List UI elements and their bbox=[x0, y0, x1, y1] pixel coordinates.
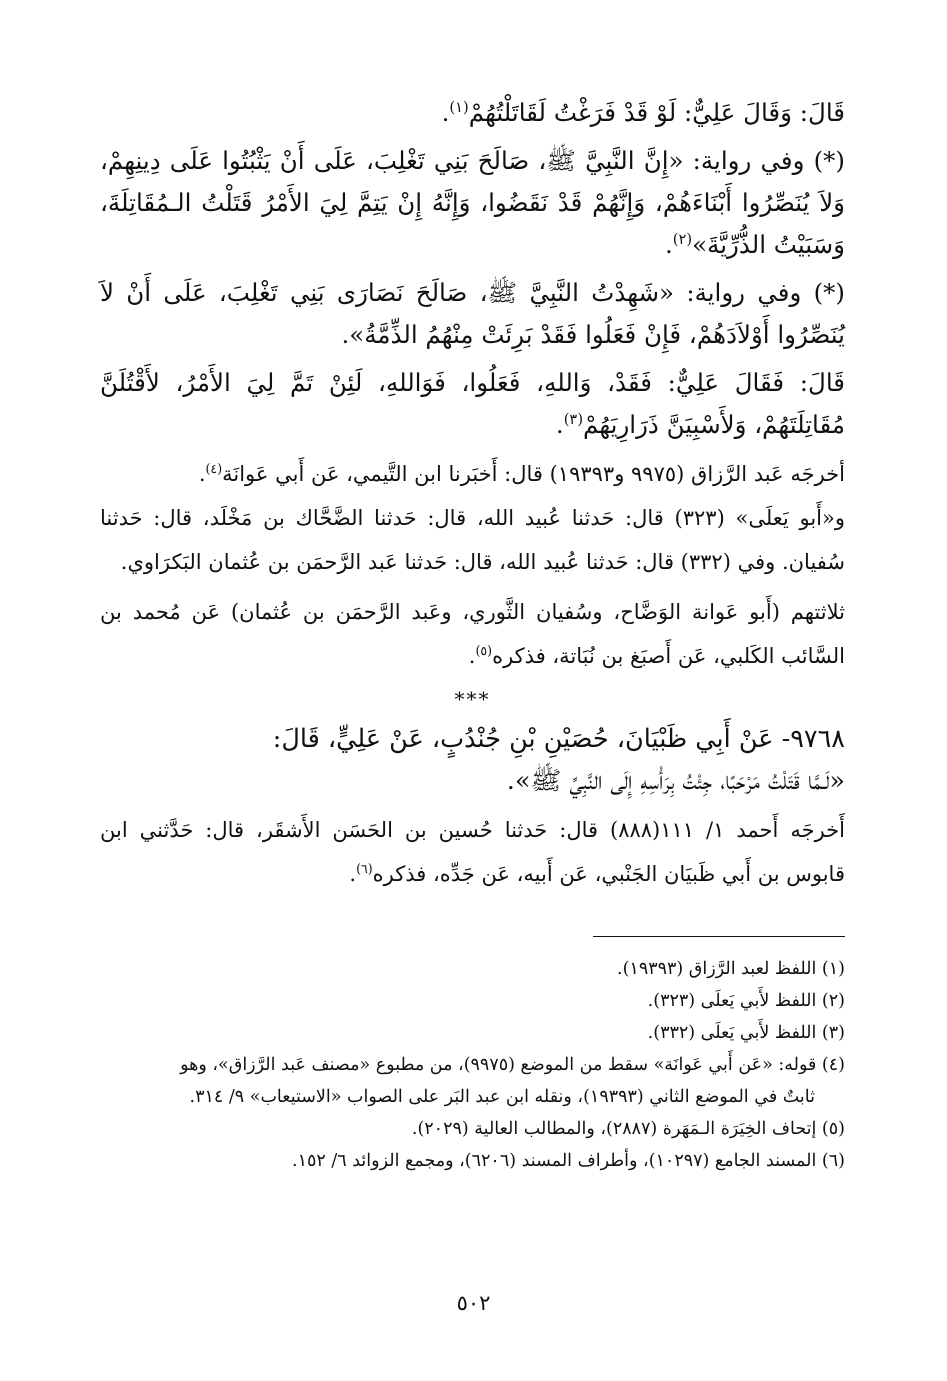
footnote-5: (٥) إتحاف الخِيَرَة الـمَهَرة (٢٨٨٧)، والمطالب العالية (٢٠٢٩). bbox=[411, 1119, 845, 1139]
footnote-marker: (٢) bbox=[672, 230, 693, 248]
footnote-3: (٣) اللفظ لأَبي يَعلَى (٣٣٢). bbox=[647, 1023, 845, 1043]
footnote-4-continued: ثابتٌ في الموضع الثاني (١٩٣٩٣)، ونقله ابن عبد البَر على الصواب «الاستيعاب» ٩/ ٣١٤. bbox=[189, 1087, 815, 1107]
footnote-1: (١) اللفظ لعبد الرَّزاق (١٩٣٩٣). bbox=[617, 959, 845, 979]
source-line-abdulrazzaq: أخرجَه عَبد الرَّزاق (٩٩٧٥ و١٩٣٩٣) قال: أَخبَرنا ابن التَّيمي، عَن أَبي عَوانَة$^{(٤)}$. bbox=[198, 461, 845, 486]
source-line-abu-yala: و«أَبو يَعلَى» (٣٢٣) قال: حَدثنا عُبيد الله، قال: حَدثنا الضَّحَّاك بن مَخْلَد، قال: حَدثنا سُفيان. وفي (٣٣٢) قال: حَدثنا عُبيد الله، قال: حَدثنا عَبد الرَّحمَن بن عُثمان البَكرَاوي. bbox=[100, 506, 845, 574]
footnote-marker: (٤) bbox=[205, 461, 223, 476]
footnotes bbox=[100, 953, 845, 1177]
main-text bbox=[100, 92, 845, 896]
narration-variant-1: (*) وفي رواية: «إِنَّ النَّبِيَّ ﷺ، صَالَحَ بَنِي تَغْلِبَ، عَلَى أَنْ يَثْبُتُوا عَلَى دِينِهِمْ، وَلاَ يُنَصِّرُوا أَبْنَاءَهُمْ، وَإِنَّهُمْ قَدْ نَقَضُوا، وَإِنَّهُ إِنْ يَتِمَّ لِيَ الأَمْرُ قَتَلْتُ الـمُقَاتِلَةَ، وَسَبَيْتُ الذُّرِّيَّةَ»$^{(٢)}$. bbox=[100, 146, 845, 259]
footnote-divider bbox=[593, 936, 845, 937]
source-line-chain: ثلاثتهم (أَبو عَوانة الوَضَّاح، وسُفيان الثَّوري، وعَبد الرَّحمَن بن عُثمان) عَن مُحمد بن السَّائب الكَلبي، عَن أَصبَغ بن نُبَاتة، فذكره$^{(٥)}$. bbox=[100, 600, 845, 668]
footnote-marker: (٣) bbox=[563, 410, 584, 428]
footnote-6: (٦) المسند الجامع (١٠٢٩٧)، وأطراف المسند (٦٢٠٦)، ومجمع الزوائد ٦/ ١٥٢. bbox=[292, 1151, 845, 1171]
narration-variant-2: (*) وفي رواية: «شَهِدْتُ النَّبِيَّ ﷺ، صَالَحَ نَصَارَى بَنِي تَغْلِبَ، عَلَى أَنْ لاَ يُنَصِّرُوا أَوْلاَدَهُمْ، فَإِنْ فَعَلُوا فَقَدْ بَرِئَتْ مِنْهُمُ الذِّمَّةُ». bbox=[100, 278, 845, 349]
source-line-ahmad: أَخرجَه أَحمد ١/ ١١١(٨٨٨) قال: حَدثنا حُسين بن الحَسَن الأَشقَر، قال: حَدَّثني ابن قابوس بن أَبي ظَبيَان الجَنْبي، عَن أَبيه، عَن جَدِّه، فذكره$^{(٦)}$. bbox=[100, 818, 845, 886]
footnote-marker: (١) bbox=[449, 98, 469, 116]
footnote-marker: (٦) bbox=[356, 861, 373, 876]
footnote-4: (٤) قوله: «عَن أَبي عَوانَة» سقط من الموضع (٩٩٧٥)، من مطبوع «مصنف عَبد الرَّزاق»، وهو bbox=[180, 1055, 845, 1075]
footnote-2: (٢) اللفظ لأَبي يَعلَى (٣٢٣). bbox=[647, 991, 845, 1011]
page-number: ٥٠٢ bbox=[456, 1291, 491, 1315]
hadith-heading: ٩٧٦٨- عَنْ أَبِي ظَبْيَانَ، حُصَيْنِ بْنِ جُنْدُبٍ، عَنْ عَلِيٍّ، قَالَ: bbox=[272, 724, 845, 754]
ali-statement: قَالَ: فَقَالَ عَلِيٌّ: فَقَدْ، وَاللهِ، فَعَلُوا، فَوَاللهِ، لَئِنْ تَمَّ لِيَ الأَمْرُ، لأَقْتُلَنَّ مُقَاتِلَتَهُمْ، وَلأَسْبِيَنَّ ذَرَارِيَهُمْ$^{(٣)}$. bbox=[100, 368, 845, 439]
text-line-1: قَالَ: وَقَالَ عَلِيٌّ: لَوْ قَدْ فَرَغْتُ لَقَاتَلْتُهُمْ$^{(١)}$. bbox=[441, 98, 845, 127]
hadith-text: «لَـمَّا قَتَلْتُ مَرْحَبًا، جِئْتُ بِرَأْسِهِ إِلَى النَّبِيِّ ﷺ». bbox=[506, 766, 845, 796]
section-separator: *** bbox=[454, 687, 491, 711]
footnote-marker: (٥) bbox=[475, 643, 493, 658]
